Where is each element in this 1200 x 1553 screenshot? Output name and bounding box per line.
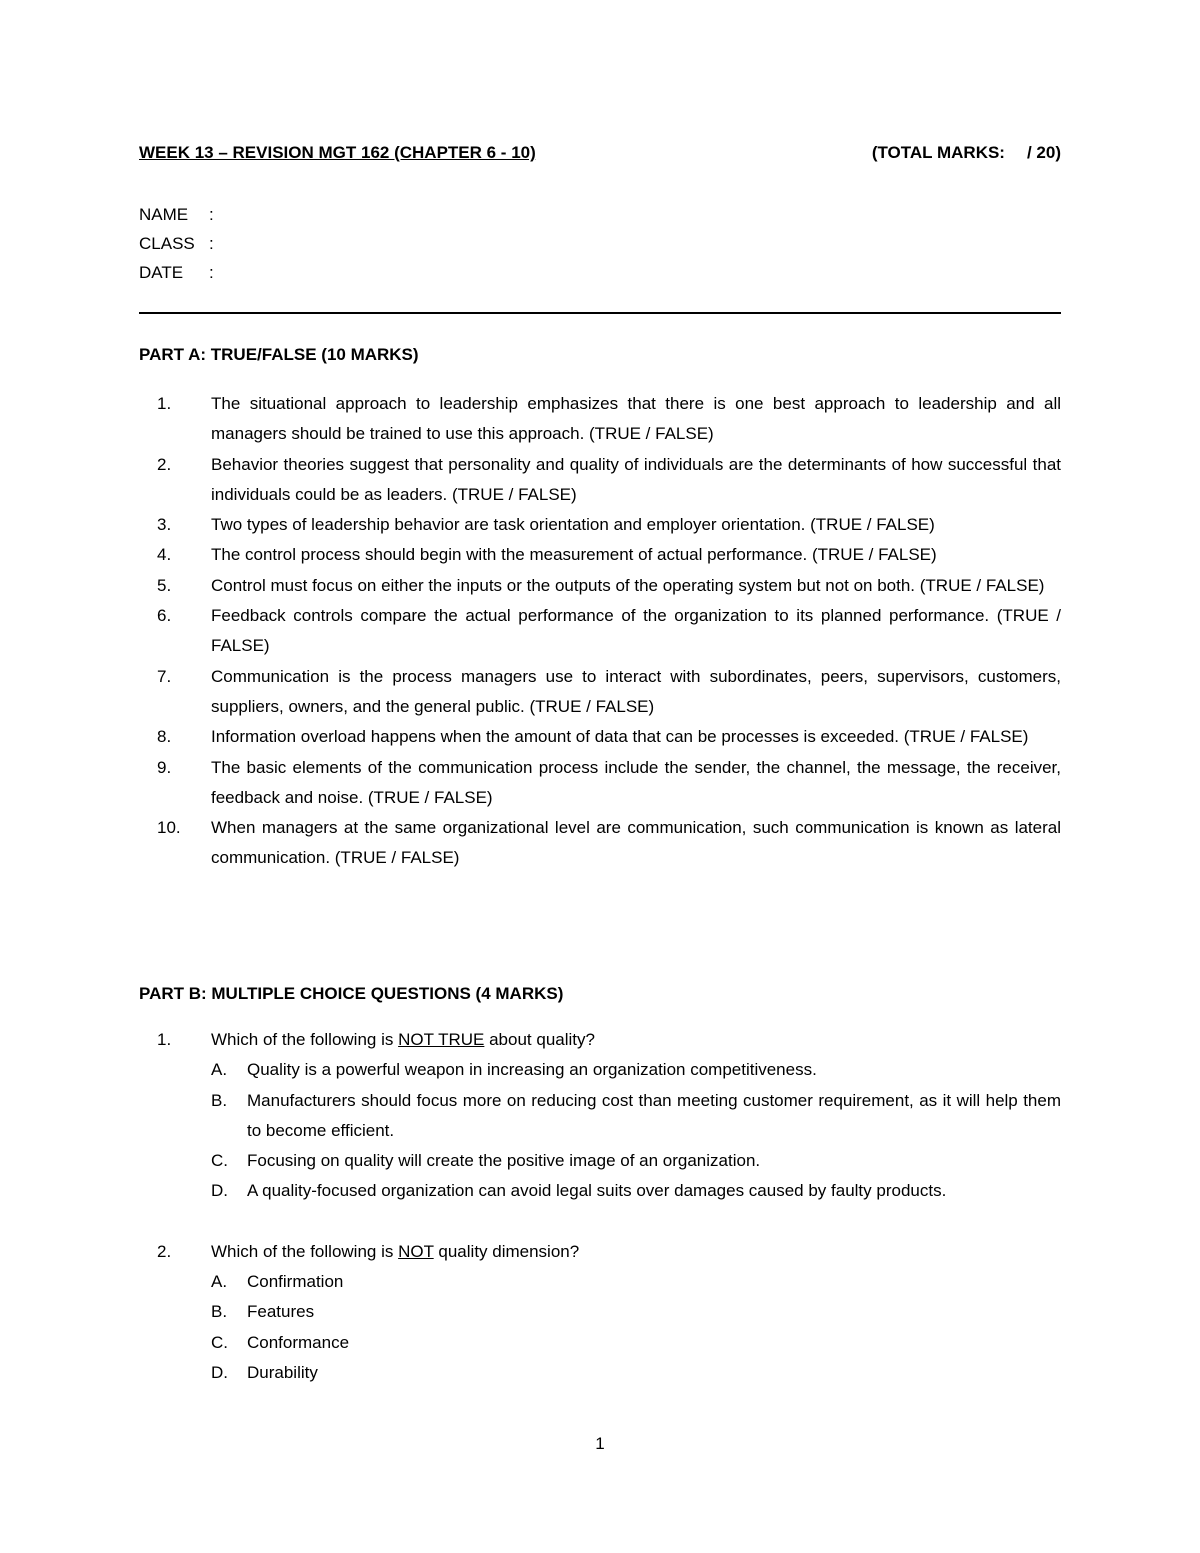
stem-text: Which of the following is <box>211 1241 399 1261</box>
item-number: 3. <box>157 515 172 535</box>
item-text: Feedback controls compare the actual performance of the organization to its planned performance. (TRUE / FALSE) <box>211 606 1061 656</box>
list-item <box>139 722 1061 752</box>
answer-option <box>139 1358 1061 1388</box>
option-letter: A. <box>211 1272 228 1292</box>
info-row-class <box>139 229 214 258</box>
list-item <box>139 662 1061 723</box>
info-separator: : <box>209 263 214 282</box>
total-marks-value: / 20) <box>1026 143 1061 162</box>
item-text: Communication is the process managers use to interact with subordinates, peers, supervisors, customers, suppliers, owners, and the general public. (TRUE / FALSE) <box>211 666 1061 716</box>
list-item <box>139 753 1061 814</box>
option-letter: A. <box>211 1060 228 1080</box>
option-text: Features <box>247 1302 315 1322</box>
option-text: Conformance <box>247 1332 350 1352</box>
question-stem <box>139 1237 1061 1267</box>
answer-option <box>139 1086 1061 1147</box>
option-letter: D. <box>211 1362 228 1382</box>
answer-option <box>139 1328 1061 1358</box>
total-marks-label: (TOTAL MARKS: <box>871 143 1005 162</box>
mcq-question <box>139 1237 1061 1388</box>
stem-text: quality dimension? <box>433 1241 580 1261</box>
student-info <box>139 200 214 287</box>
info-separator: : <box>209 234 214 253</box>
true-false-list <box>139 389 1061 874</box>
part-a-title: PART A: TRUE/FALSE (10 MARKS) <box>139 345 419 364</box>
item-number: 1. <box>157 394 172 413</box>
stem-text: Which of the following is <box>211 1030 399 1049</box>
option-letter: B. <box>211 1302 228 1322</box>
item-text: The basic elements of the communication process include the sender, the channel, the message, the receiver, feedback and noise. (TRUE / FALSE) <box>211 757 1061 807</box>
question-number: 1. <box>157 1030 172 1049</box>
option-text: Manufacturers should focus more on reducing cost than meeting customer requirement, as it will help them to become efficient. <box>247 1090 1061 1140</box>
info-separator: : <box>209 205 214 224</box>
item-text: Information overload happens when the amount of data that can be processes is exceeded. (TRUE / FALSE) <box>211 727 1029 747</box>
document-page <box>139 0 1061 1553</box>
info-label: DATE <box>139 263 184 282</box>
option-letter: B. <box>211 1090 228 1110</box>
item-text: Control must focus on either the inputs or the outputs of the operating system but not on both. (TRUE / FALSE) <box>211 575 1045 595</box>
item-text: The situational approach to leadership emphasizes that there is one best approach to leadership and all managers should be trained to use this approach. (TRUE / FALSE) <box>211 394 1061 444</box>
answer-option <box>139 1055 1061 1085</box>
multiple-choice-list <box>139 1025 1061 1418</box>
item-text: When managers at the same organizational level are communication, such communication is known as lateral communication. (TRUE / FALSE) <box>211 818 1061 868</box>
option-letter: C. <box>211 1332 228 1352</box>
option-text: Focusing on quality will create the positive image of an organization. <box>247 1151 761 1171</box>
total-marks <box>872 143 1061 163</box>
part-b-title: PART B: MULTIPLE CHOICE QUESTIONS (4 MARKS) <box>139 984 564 1003</box>
item-number: 5. <box>157 575 172 595</box>
info-label: CLASS <box>139 234 195 253</box>
page-number: 1 <box>595 1434 605 1453</box>
document-header <box>139 143 1061 169</box>
mcq-question <box>139 1025 1061 1207</box>
list-item <box>139 540 1061 570</box>
option-letter: C. <box>211 1151 228 1171</box>
list-item <box>139 450 1061 511</box>
item-text: Two types of leadership behavior are task orientation and employer orientation. (TRUE / FALSE) <box>211 515 935 535</box>
option-text: A quality-focused organization can avoid legal suits over damages caused by faulty products. <box>247 1181 947 1201</box>
stem-emphasis: NOT <box>398 1241 434 1261</box>
item-number: 10. <box>157 818 181 838</box>
item-number: 4. <box>157 545 172 565</box>
item-text: The control process should begin with the measurement of actual performance. (TRUE / FALSE) <box>211 545 937 565</box>
list-item <box>139 813 1061 874</box>
answer-option <box>139 1176 1061 1206</box>
stem-emphasis: NOT TRUE <box>398 1030 485 1049</box>
document-title: WEEK 13 – REVISION MGT 162 (CHAPTER 6 - 10) <box>139 143 536 162</box>
item-text: Behavior theories suggest that personality and quality of individuals are the determinants of how successful that individuals could be as leaders. (TRUE / FALSE) <box>211 454 1061 504</box>
info-label: NAME <box>139 205 189 224</box>
question-stem <box>139 1025 1061 1055</box>
option-letter: D. <box>211 1181 228 1201</box>
info-row-name <box>139 200 214 229</box>
answer-option <box>139 1146 1061 1176</box>
option-text: Quality is a powerful weapon in increasing an organization competitiveness. <box>247 1060 817 1080</box>
item-number: 8. <box>157 727 172 747</box>
item-number: 2. <box>157 454 172 474</box>
stem-text: about quality? <box>484 1030 595 1049</box>
option-text: Confirmation <box>247 1272 344 1292</box>
horizontal-divider <box>139 312 1061 314</box>
answer-option <box>139 1297 1061 1327</box>
item-number: 6. <box>157 606 172 626</box>
question-number: 2. <box>157 1241 172 1261</box>
answer-option <box>139 1267 1061 1297</box>
info-row-date <box>139 258 214 287</box>
option-text: Durability <box>247 1362 318 1382</box>
list-item <box>139 571 1061 601</box>
list-item <box>139 601 1061 662</box>
item-number: 7. <box>157 666 172 686</box>
item-number: 9. <box>157 757 172 777</box>
list-item <box>139 389 1061 450</box>
list-item <box>139 510 1061 540</box>
